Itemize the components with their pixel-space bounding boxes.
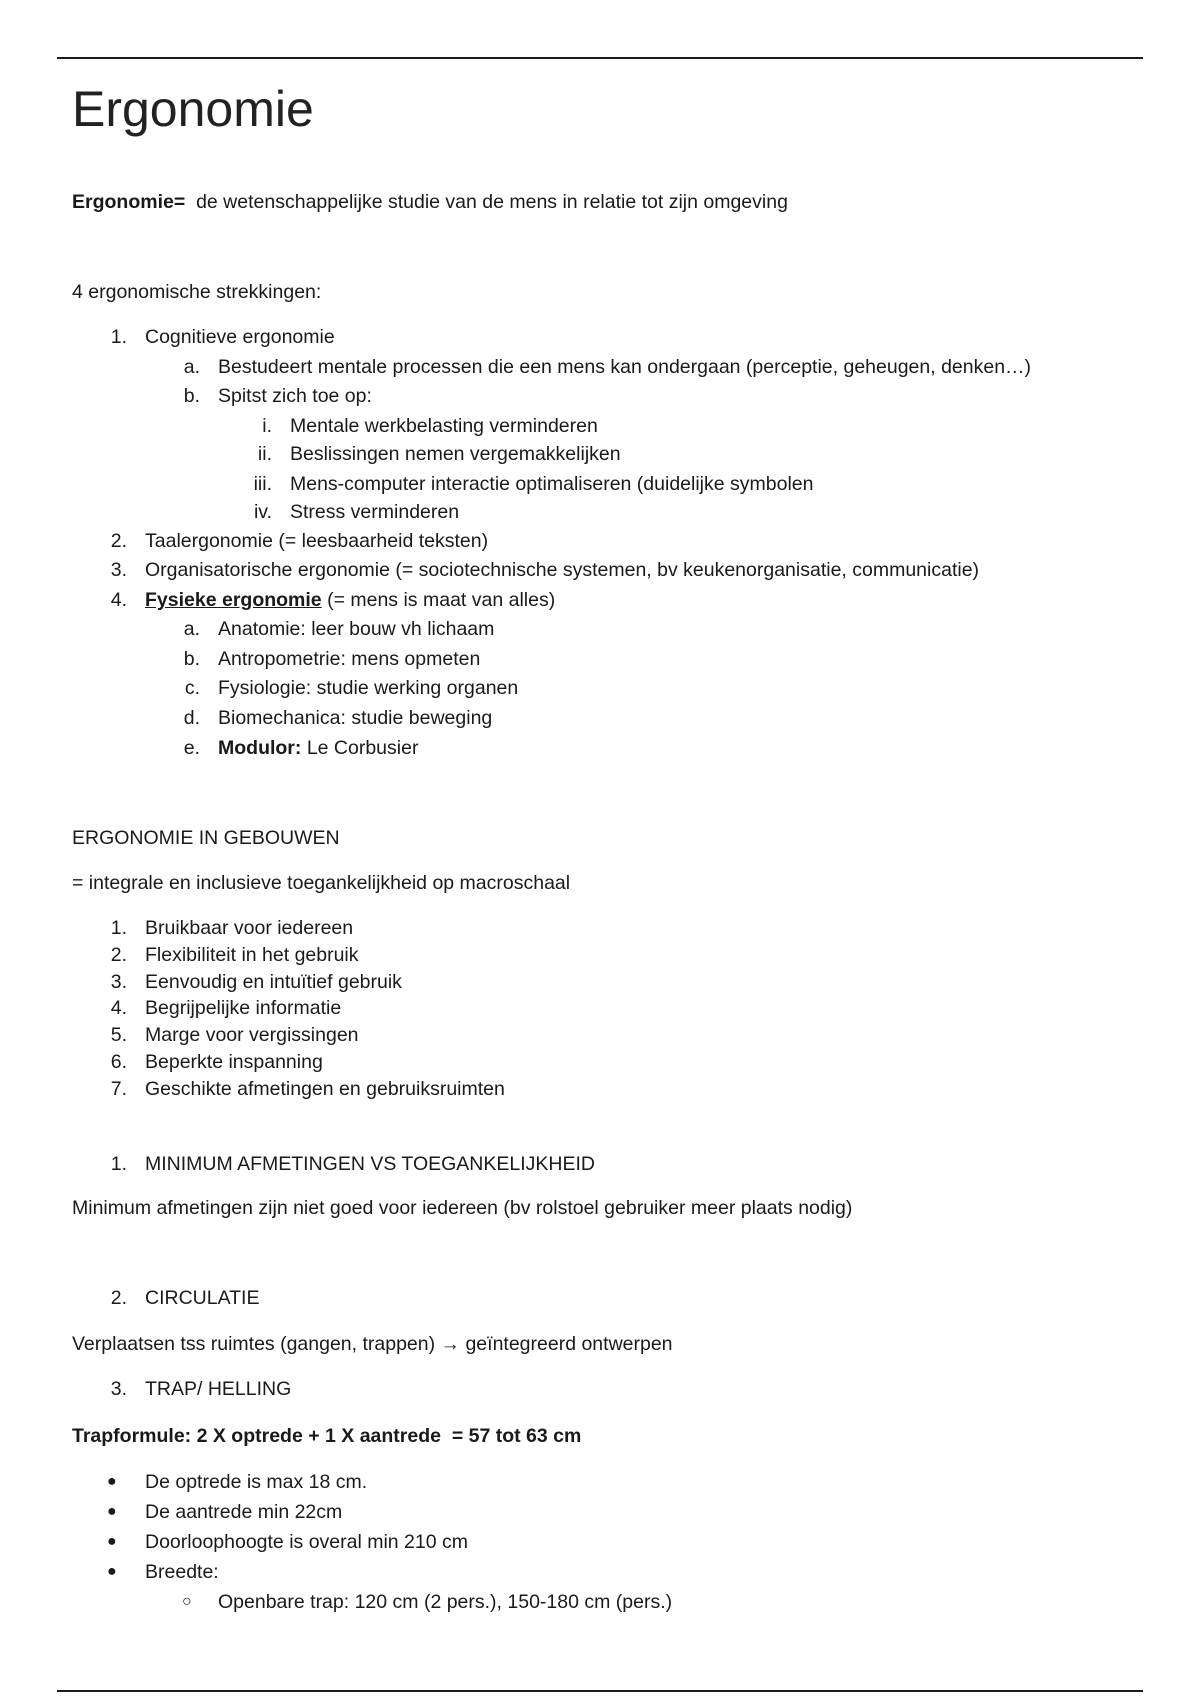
list-item: Breedte: bbox=[145, 1561, 219, 1583]
list-item: Fysiologie: studie werking organen bbox=[218, 677, 519, 699]
strekkingen-intro: 4 ergonomische strekkingen: bbox=[72, 281, 322, 303]
list-roman: ii. bbox=[257, 443, 272, 465]
list-letter: d. bbox=[183, 707, 200, 729]
list-letter: a. bbox=[183, 356, 200, 378]
definition-term: Ergonomie= bbox=[72, 191, 186, 213]
list-item: Spitst zich toe op: bbox=[218, 385, 372, 407]
list-number: 1. bbox=[110, 326, 127, 348]
fysieke-ergonomie-rest: (= mens is maat van alles) bbox=[327, 589, 556, 611]
section-heading: MINIMUM AFMETINGEN VS TOEGANKELIJKHEID bbox=[145, 1153, 596, 1175]
list-number: 1. bbox=[110, 917, 127, 939]
list-number: 2. bbox=[110, 944, 127, 966]
definition-text: de wetenschappelijke studie van de mens in relatie tot zijn omgeving bbox=[196, 191, 788, 213]
top-rule bbox=[57, 57, 1143, 59]
list-item bbox=[218, 739, 418, 759]
list-item: Bestudeert mentale processen die een mens kan ondergaan (perceptie, geheugen, denken…) bbox=[218, 356, 1032, 378]
bullet-icon: ● bbox=[107, 1533, 117, 1550]
list-item: Flexibiliteit in het gebruik bbox=[145, 944, 359, 966]
modulor-label: Modulor: bbox=[218, 737, 302, 759]
list-item: Marge voor vergissingen bbox=[145, 1024, 359, 1046]
fysieke-ergonomie-label: Fysieke ergonomie bbox=[145, 589, 322, 611]
list-item: Eenvoudig en intuïtief gebruik bbox=[145, 971, 402, 993]
list-number: 6. bbox=[110, 1051, 127, 1073]
list-item: Doorloophoogte is overal min 210 cm bbox=[145, 1531, 469, 1553]
list-item: Anatomie: leer bouw vh lichaam bbox=[218, 618, 495, 640]
list-letter: c. bbox=[184, 677, 200, 699]
circle-bullet-icon: ○ bbox=[182, 1593, 192, 1610]
list-item: Beperkte inspanning bbox=[145, 1051, 323, 1073]
list-item: Taalergonomie (= leesbaarheid teksten) bbox=[145, 530, 489, 552]
section-number: 3. bbox=[110, 1378, 127, 1400]
list-letter: b. bbox=[183, 648, 200, 670]
list-number: 3. bbox=[110, 971, 127, 993]
bullet-icon: ● bbox=[107, 1473, 117, 1490]
list-item: Biomechanica: studie beweging bbox=[218, 707, 493, 729]
list-number: 7. bbox=[110, 1078, 127, 1100]
list-item: Cognitieve ergonomie bbox=[145, 326, 335, 348]
list-roman: i. bbox=[262, 415, 272, 437]
bottom-rule bbox=[57, 1690, 1143, 1692]
bullet-icon: ● bbox=[107, 1563, 117, 1580]
list-item: Begrijpelijke informatie bbox=[145, 997, 342, 1019]
definition bbox=[72, 193, 788, 213]
section-number: 2. bbox=[110, 1287, 127, 1309]
gebouwen-definition: = integrale en inclusieve toegankelijkheid op macroschaal bbox=[72, 872, 571, 894]
list-number: 2. bbox=[110, 530, 127, 552]
list-item: De optrede is max 18 cm. bbox=[145, 1471, 368, 1493]
list-item: Stress verminderen bbox=[290, 501, 460, 523]
list-roman: iv. bbox=[253, 501, 272, 523]
list-item bbox=[145, 591, 555, 611]
section-text: Minimum afmetingen zijn niet goed voor iedereen (bv rolstoel gebruiker meer plaats nodig) bbox=[72, 1197, 853, 1219]
list-item: Geschikte afmetingen en gebruiksruimten bbox=[145, 1078, 505, 1100]
list-letter: a. bbox=[183, 618, 200, 640]
list-letter: e. bbox=[183, 737, 200, 759]
list-item: Bruikbaar voor iedereen bbox=[145, 917, 354, 939]
list-item: Antropometrie: mens opmeten bbox=[218, 648, 481, 670]
list-number: 4. bbox=[110, 997, 127, 1019]
list-number: 5. bbox=[110, 1024, 127, 1046]
modulor-text: Le Corbusier bbox=[306, 737, 419, 759]
list-item: Mens-computer interactie optimaliseren (duidelijke symbolen bbox=[290, 473, 814, 495]
section-heading: TRAP/ HELLING bbox=[145, 1378, 292, 1400]
section-number: 1. bbox=[110, 1153, 127, 1175]
list-item: Openbare trap: 120 cm (2 pers.), 150-180 cm (pers.) bbox=[218, 1591, 673, 1613]
gebouwen-heading: ERGONOMIE IN GEBOUWEN bbox=[72, 827, 340, 849]
list-letter: b. bbox=[183, 385, 200, 407]
list-roman: iii. bbox=[253, 473, 272, 495]
page-title: Ergonomie bbox=[72, 81, 314, 137]
list-number: 4. bbox=[110, 589, 127, 611]
bullet-icon: ● bbox=[107, 1503, 117, 1520]
list-item: Beslissingen nemen vergemakkelijken bbox=[290, 443, 621, 465]
list-item: Organisatorische ergonomie (= sociotechnische systemen, bv keukenorganisatie, communicatie) bbox=[145, 559, 980, 581]
list-number: 3. bbox=[110, 559, 127, 581]
trap-formula: Trapformule: 2 X optrede + 1 X aantrede = 57 tot 63 cm bbox=[72, 1425, 582, 1447]
list-item: Mentale werkbelasting verminderen bbox=[290, 415, 598, 437]
section-text: Verplaatsen tss ruimtes (gangen, trappen) → geïntegreerd ontwerpen bbox=[72, 1333, 673, 1355]
list-item: De aantrede min 22cm bbox=[145, 1501, 343, 1523]
section-heading: CIRCULATIE bbox=[145, 1287, 260, 1309]
